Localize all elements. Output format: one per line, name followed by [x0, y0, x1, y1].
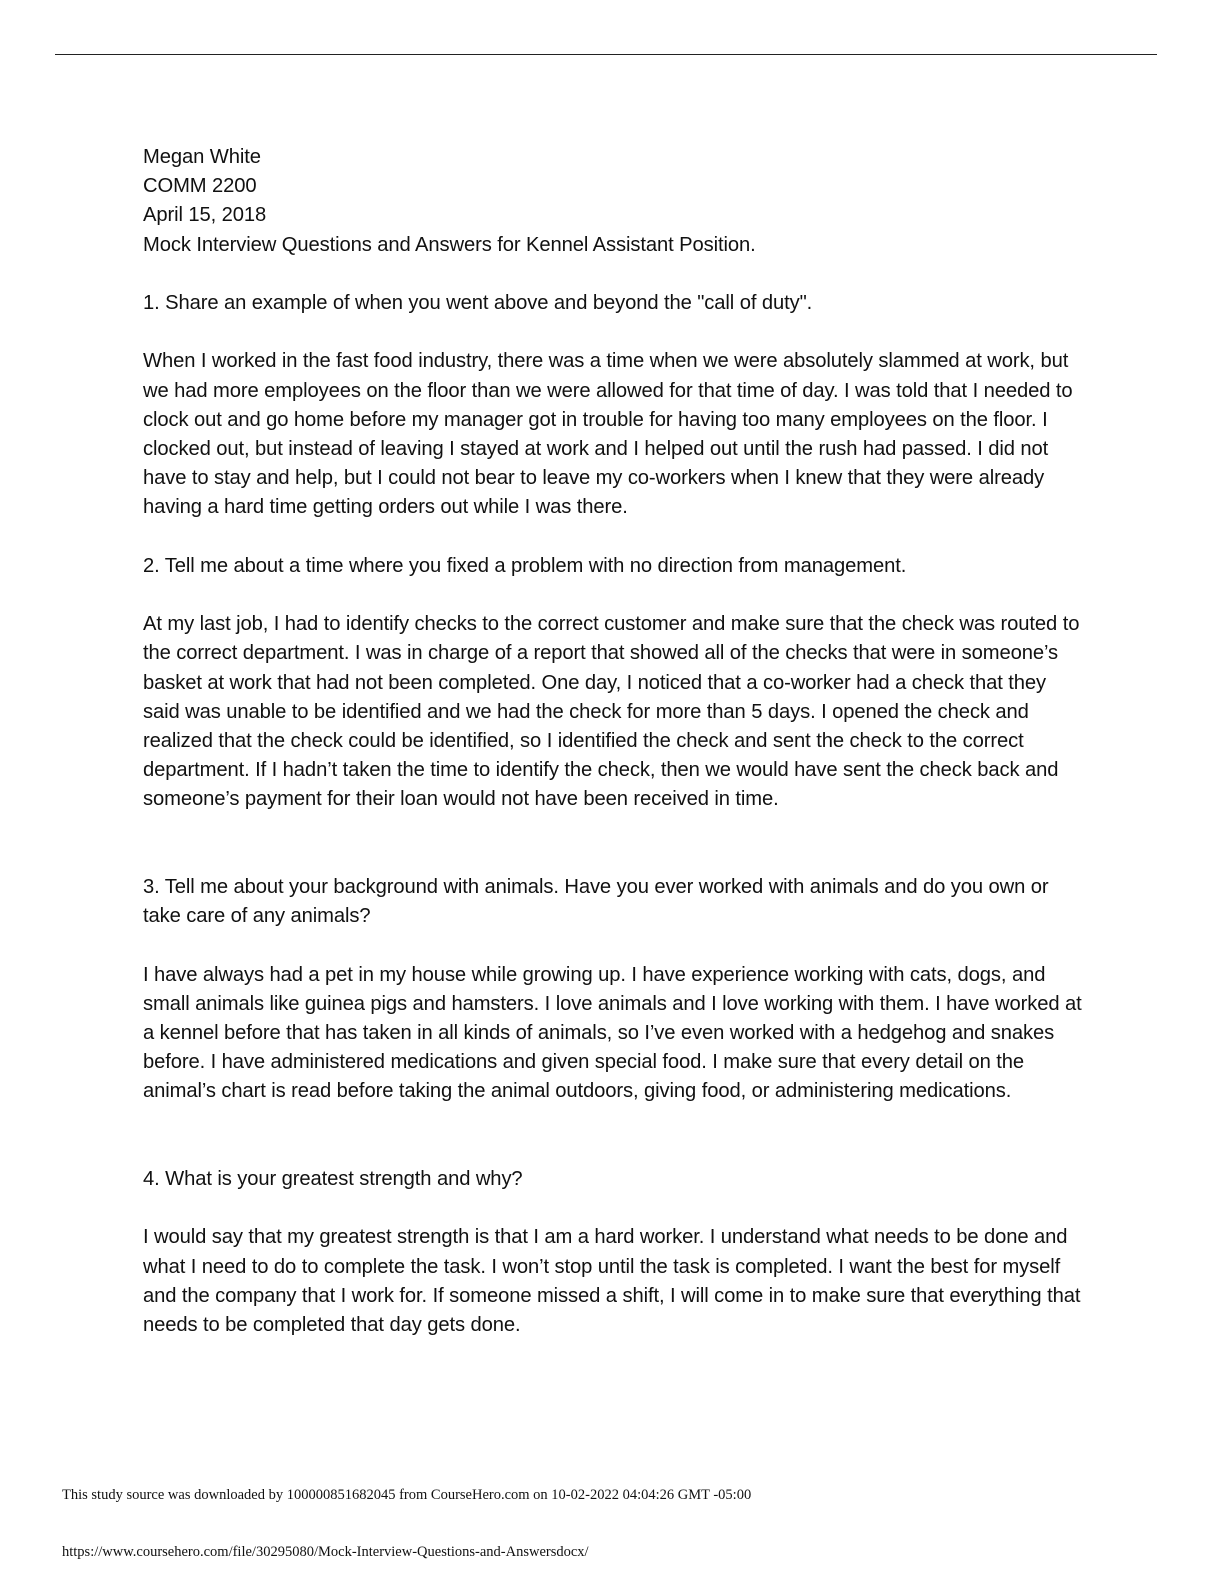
question-4: 4. What is your greatest strength and why?: [143, 1168, 523, 1190]
spacer: [143, 581, 1083, 610]
answer-4: I would say that my greatest strength is that I am a hard worker. I understand what needs to be done and what I need to do to complete the task. I won’t stop until the task is completed. I want the best for myself and the company that I work for. If someone missed a shift, I will come in to make sure that everything that needs to be completed that day gets done.: [143, 1226, 1081, 1336]
author-name: Megan White: [143, 146, 261, 168]
question-1: 1. Share an example of when you went above and beyond the "call of duty".: [143, 292, 813, 314]
document-title: Mock Interview Questions and Answers for Kennel Assistant Position.: [143, 233, 756, 256]
spacer: [143, 260, 1083, 289]
download-source-notice: This study source was downloaded by 100000851682045 from CourseHero.com on 10-02-2022 04:04:26 GMT -05:00: [62, 1487, 752, 1503]
answer-1: When I worked in the fast food industry, there was a time when we were absolutely slammed at work, but we had more employees on the floor than we were allowed for that time of day. I was told that I needed to clock out and go home before my manager got in trouble for having too many employees on the floor. I clocked out, but instead of leaving I stayed at work and I helped out until the rush had passed. I did not have to stay and help, but I could not bear to leave my co-workers when I knew that they were already having a hard time getting orders out while I was there.: [143, 350, 1073, 519]
spacer: [143, 815, 1083, 873]
spacer: [143, 1107, 1083, 1165]
document-date: April 15, 2018: [143, 204, 267, 227]
course-code: COMM 2200: [143, 175, 257, 198]
spacer: [143, 523, 1083, 552]
document-body: [143, 143, 1083, 1340]
spacer: [143, 931, 1083, 960]
spacer: [143, 1194, 1083, 1223]
question-2: 2. Tell me about a time where you fixed a problem with no direction from management.: [143, 554, 907, 577]
top-divider: [55, 54, 1157, 55]
spacer: [143, 318, 1083, 347]
answer-2: At my last job, I had to identify checks to the correct customer and make sure that the check was routed to the correct department. I was in charge of a report that showed all of the checks that were in someone’s basket at work that had not been completed. One day, I noticed that a co-worker had a check that they said was unable to be identified and we had the check for more than 5 days. I opened the check and realized that the check could be identified, so I identified the check and sent the check to the correct department. If I hadn’t taken the time to identify the check, then we would have sent the check back and someone’s payment for their loan would not have been received in time.: [143, 613, 1080, 811]
source-url: https://www.coursehero.com/file/30295080/Mock-Interview-Questions-and-Answersdocx/: [62, 1544, 589, 1560]
question-3: 3. Tell me about your background with animals. Have you ever worked with animals and do you own or take care of any animals?: [143, 876, 1049, 928]
answer-3: I have always had a pet in my house while growing up. I have experience working with cats, dogs, and small animals like guinea pigs and hamsters. I love animals and I love working with them. I have worked at a kennel before that has taken in all kinds of animals, so I’ve even worked with a hedgehog and snakes before. I have administered medications and given special food. I make sure that every detail on the animal’s chart is read before taking the animal outdoors, giving food, or administering medications.: [143, 963, 1082, 1103]
